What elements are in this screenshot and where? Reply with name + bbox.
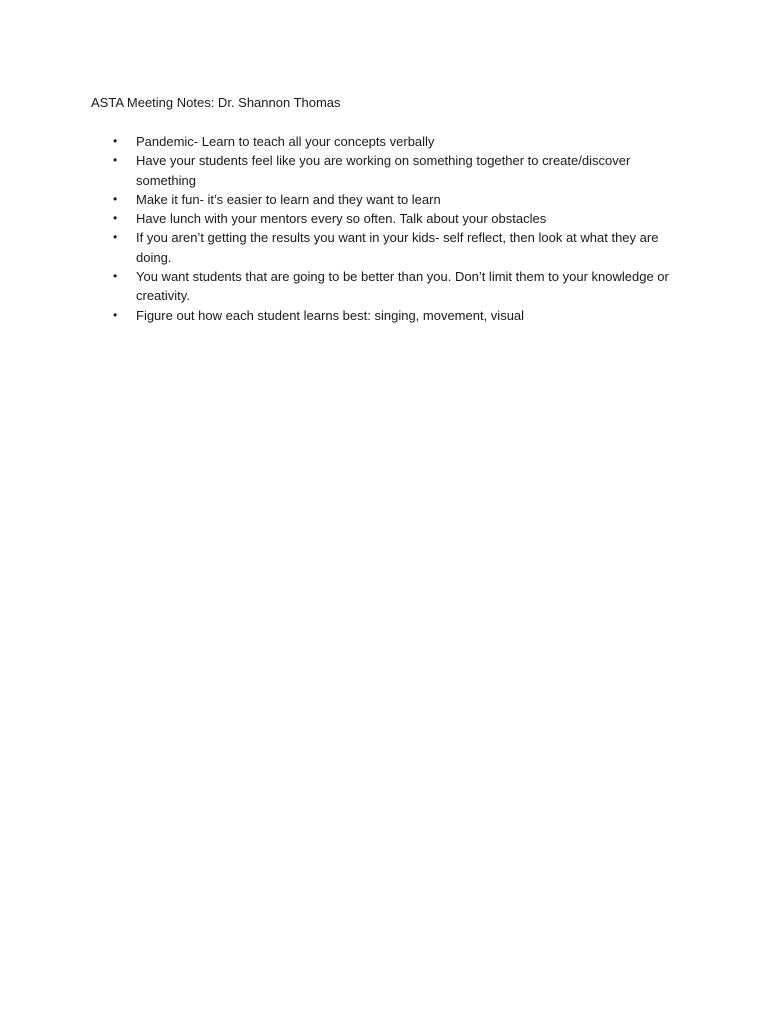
list-item-text: You want students that are going to be better than you. Don’t limit them to your knowledge or creativity.	[136, 269, 669, 304]
bullet-icon: •	[113, 211, 118, 226]
bullet-icon: •	[113, 269, 118, 284]
list-item-text: Have lunch with your mentors every so often. Talk about your obstacles	[136, 211, 547, 227]
list-item	[108, 306, 688, 325]
bullet-icon: •	[113, 230, 118, 245]
list-item	[108, 190, 688, 209]
notes-list	[108, 132, 688, 325]
bullet-icon: •	[113, 307, 118, 322]
document-title: ASTA Meeting Notes: Dr. Shannon Thomas	[91, 95, 341, 110]
bullet-icon: •	[113, 191, 118, 206]
list-item	[108, 228, 688, 267]
bullet-icon: •	[113, 134, 118, 148]
list-item	[108, 151, 688, 190]
bullet-icon: •	[113, 153, 118, 168]
list-item	[108, 209, 688, 228]
list-item-text: Figure out how each student learns best: singing, movement, visual	[136, 307, 525, 323]
list-item-text: If you aren’t getting the results you want in your kids- self reflect, then look at what they are doing.	[136, 230, 659, 265]
list-item-text: Have your students feel like you are working on something together to create/discover something	[136, 153, 631, 188]
list-item-text: Make it fun- it’s easier to learn and they want to learn	[136, 191, 441, 207]
list-item	[108, 267, 688, 306]
list-item-text: Pandemic- Learn to teach all your concepts verbally	[136, 134, 435, 149]
list-item	[108, 132, 688, 151]
